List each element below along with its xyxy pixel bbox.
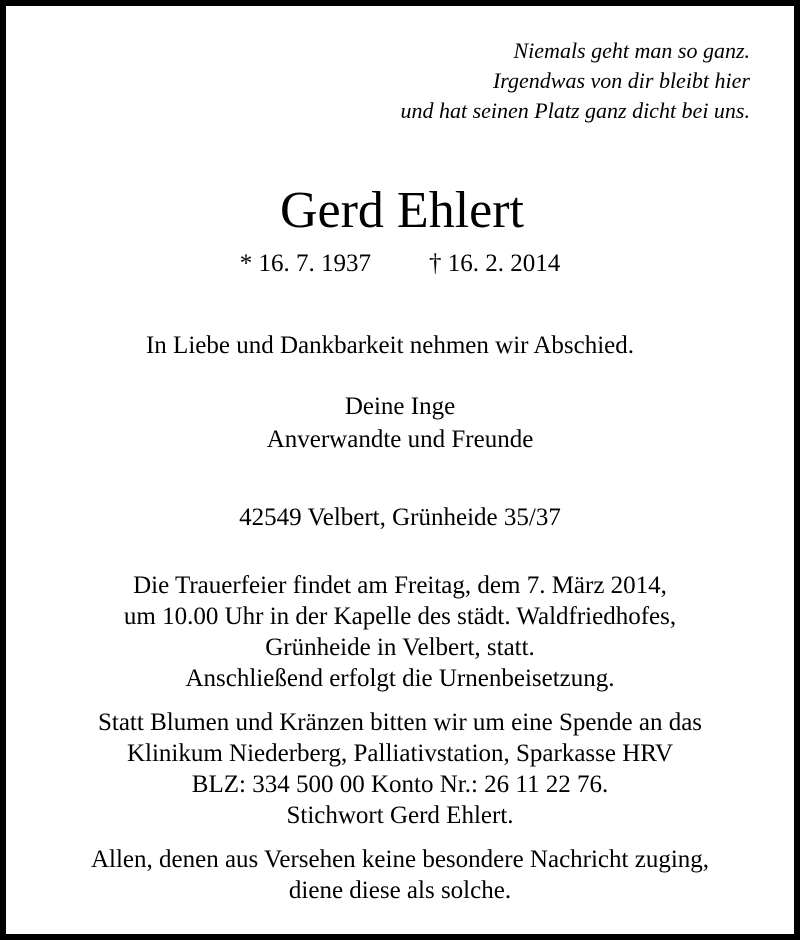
birth-date: * 16. 7. 1937: [239, 250, 371, 277]
ceremony-line: Anschließend erfolgt die Urnenbeisetzung.: [185, 665, 615, 692]
closing-note: [6, 844, 794, 906]
donation-line: Klinikum Niederberg, Palliativstation, Sparkasse HRV: [126, 740, 674, 767]
donation-line: BLZ: 334 500 00 Konto Nr.: 26 11 22 76.: [191, 771, 609, 798]
ceremony-info: [6, 570, 794, 694]
donation-line: Stichwort Gerd Ehlert.: [286, 802, 514, 829]
donation-info: [6, 707, 794, 831]
ceremony-line: Grünheide in Velbert, statt.: [265, 634, 535, 661]
death-date: † 16. 2. 2014: [429, 250, 561, 277]
donation-line: Statt Blumen und Kränzen bitten wir um eine Spende an das: [97, 709, 703, 736]
motto-line: Irgendwas von dir bleibt hier: [492, 68, 750, 93]
closing-line: Allen, denen aus Versehen keine besondere Nachricht zuging,: [90, 846, 710, 873]
ceremony-line: Die Trauerfeier findet am Freitag, dem 7. März 2014,: [133, 572, 667, 599]
motto-line: und hat seinen Platz ganz dicht bei uns.: [400, 98, 750, 123]
motto-line: Niemals geht man so ganz.: [513, 38, 750, 63]
deceased-name: Gerd Ehlert: [279, 182, 524, 239]
family-line: Anverwandte und Freunde: [266, 426, 534, 453]
farewell-text: In Liebe und Dankbarkeit nehmen wir Abschied.: [145, 332, 635, 359]
family-line: Deine Inge: [344, 393, 456, 420]
family-address: 42549 Velbert, Grünheide 35/37: [239, 504, 561, 531]
life-dates: [6, 248, 794, 280]
family-signature: [6, 390, 794, 456]
motto-quote: [400, 36, 750, 126]
ceremony-line: um 10.00 Uhr in der Kapelle des städt. Waldfriedhofes,: [123, 603, 677, 630]
closing-line: diene diese als solche.: [288, 877, 512, 904]
